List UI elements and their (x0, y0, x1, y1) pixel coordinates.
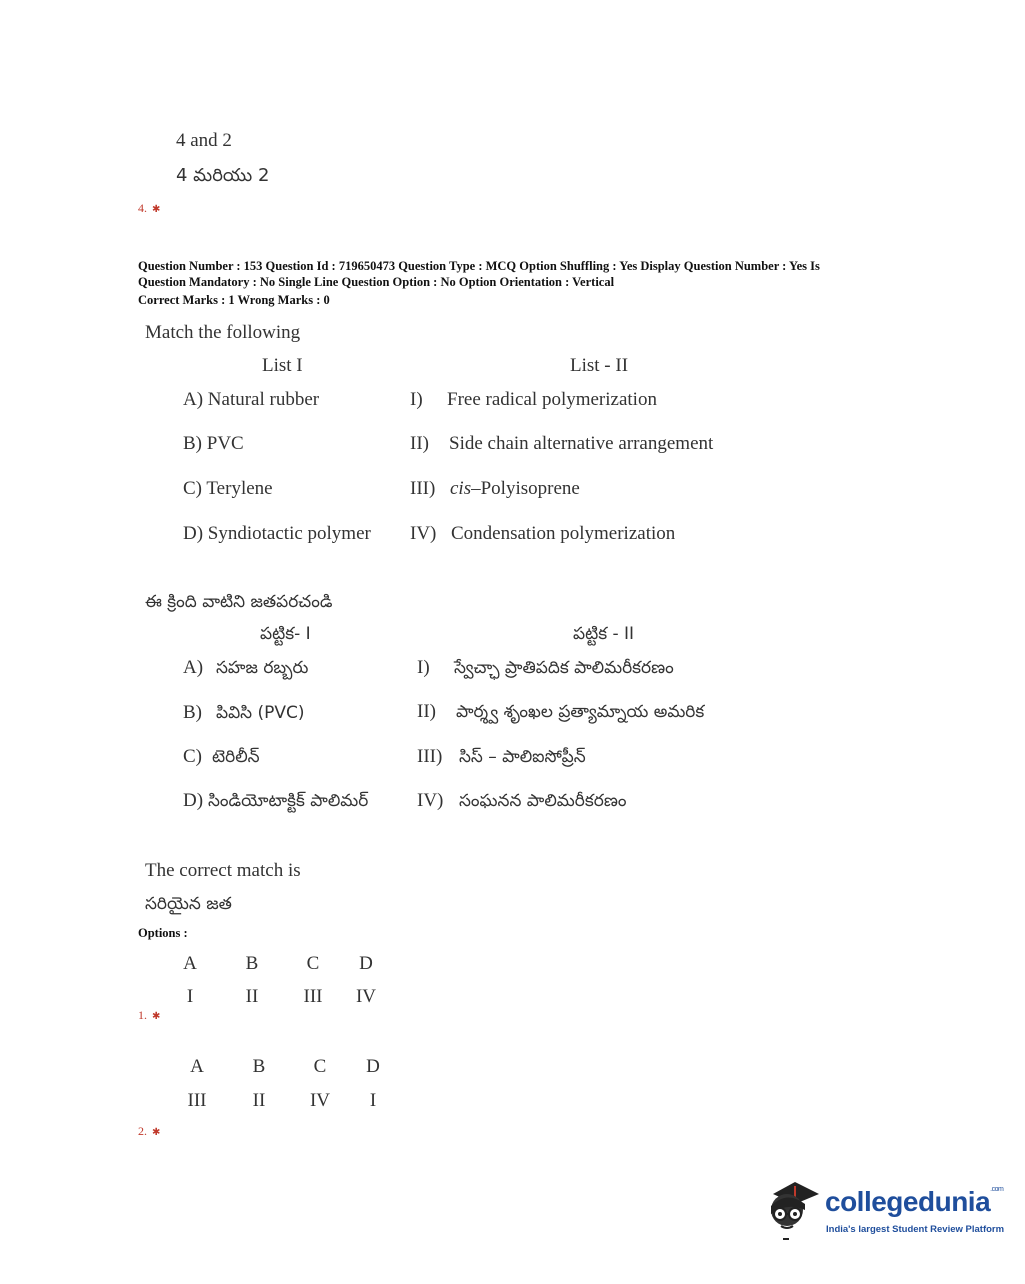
question-title-en: Match the following (145, 322, 301, 343)
logo-suffix: .com (990, 1186, 1004, 1193)
list2-num-4-te: IV) (417, 790, 444, 811)
option-header-a: A (183, 953, 197, 974)
prev-option-number (138, 201, 160, 216)
list1-item-a-en: A) Natural rubber (183, 389, 320, 410)
list2-item-2-en: Side chain alternative arrangement (449, 433, 714, 454)
logo-tagline: India's largest Student Review Platform (826, 1224, 1005, 1235)
list2-header-en: List - II (570, 355, 629, 376)
list2-num-2-en: II) (410, 433, 429, 454)
option-header-b: B (245, 953, 259, 974)
list1-label-b-te: B) (183, 702, 202, 723)
logo-name: collegedunia (825, 1186, 991, 1217)
question-title-te: ఈ క్రింది వాటిని జతపరచండి (145, 592, 333, 612)
list2-item-1-te: స్వేచ్ఛా ప్రాతిపదిక పాలిమరీకరణం (454, 658, 674, 678)
list2-num-4-en: IV) (410, 523, 437, 544)
option-value-d: IV (355, 986, 377, 1007)
option-header-c: C (306, 953, 320, 974)
collegedunia-logo[interactable] (765, 1176, 1005, 1246)
option-number-label: 1. (138, 1008, 147, 1022)
option-value-c: III (303, 986, 323, 1007)
option-number-label: 4. (138, 201, 147, 215)
option-value-d: I (369, 1090, 377, 1111)
list1-item-b-te: పివిసి (PVC) (216, 703, 305, 723)
list2-item-3-en (450, 478, 580, 500)
list2-item-2-te: పార్శ్వ శృంఖల ప్రత్యామ్నాయ అమరిక (456, 702, 705, 722)
list2-item-1-en: Free radical polymerization (447, 389, 657, 410)
list2-item-3-te: సిస్ – పాలిఐసోప్రీన్ (459, 747, 586, 767)
wrong-mark-icon: ✱ (152, 1127, 161, 1138)
option-header-d: D (359, 953, 373, 974)
list1-item-d-en: D) Syndiotactic polymer (183, 523, 371, 544)
list1-item-c-te: టెరిలీన్ (212, 747, 260, 767)
list1-item-b-en: B) PVC (183, 433, 244, 454)
list1-header-en: List I (262, 355, 303, 376)
option-number-label: 2. (138, 1124, 147, 1138)
option-header-a: A (190, 1056, 204, 1077)
meta-line-3: Correct Marks : 1 Wrong Marks : 0 (138, 293, 330, 307)
meta-line-2: Question Mandatory : No Single Line Question Option : No Option Orientation : Vertical (138, 275, 615, 289)
option-value-a: III (187, 1090, 207, 1111)
option-2-number (138, 1124, 160, 1139)
option-2-grid[interactable] (182, 1056, 402, 1116)
answer-prompt-te: సరియైన జత (145, 894, 232, 914)
option-value-a: I (186, 986, 194, 1007)
list2-num-1-en: I) (410, 389, 423, 410)
options-label: Options : (138, 926, 188, 940)
student-mascot-icon (765, 1176, 825, 1242)
polyisoprene-text: –Polyisoprene (471, 478, 580, 499)
option-value-b: II (245, 986, 259, 1007)
option-header-d: D (366, 1056, 380, 1077)
list1-item-a-te: సహజ రబ్బరు (216, 658, 309, 678)
option-1-number (138, 1008, 160, 1023)
option-value-c: IV (309, 1090, 331, 1111)
list2-item-4-te: సంఘనన పాలిమరీకరణం (459, 791, 627, 811)
logo-wordmark (825, 1186, 1003, 1218)
list1-item-d-te: సిండియోటాక్టిక్ పాలిమర్ (208, 791, 369, 811)
list2-num-2-te: II) (417, 701, 436, 722)
option-1-grid[interactable] (175, 953, 395, 1013)
list1-label-c-te: C) (183, 746, 202, 767)
answer-prompt-en: The correct match is (145, 860, 301, 881)
list2-num-3-en: III) (410, 478, 436, 499)
list2-num-1-te: I) (417, 657, 430, 678)
wrong-mark-icon: ✱ (152, 1011, 161, 1022)
option-value-b: II (252, 1090, 266, 1111)
list1-header-te: పట్టిక- I (260, 624, 311, 644)
wrong-mark-icon: ✱ (152, 204, 161, 215)
option-header-b: B (252, 1056, 266, 1077)
list1-label-a-te: A) (183, 657, 204, 678)
prev-option-te: 4 మరియు 2 (176, 165, 270, 186)
list2-item-4-en: Condensation polymerization (451, 523, 676, 544)
list2-header-te: పట్టిక - II (573, 624, 635, 644)
list1-item-c-en: C) Terylene (183, 478, 273, 499)
cis-prefix: cis (450, 478, 472, 499)
meta-line-1: Question Number : 153 Question Id : 719650473 Question Type : MCQ Option Shuffling : Yes Display Question Number : Yes Is (138, 259, 820, 273)
option-header-c: C (313, 1056, 327, 1077)
list1-label-d-te: D) (183, 790, 204, 811)
list2-num-3-te: III) (417, 746, 443, 767)
prev-option-en: 4 and 2 (176, 130, 232, 151)
question-meta (138, 258, 820, 308)
